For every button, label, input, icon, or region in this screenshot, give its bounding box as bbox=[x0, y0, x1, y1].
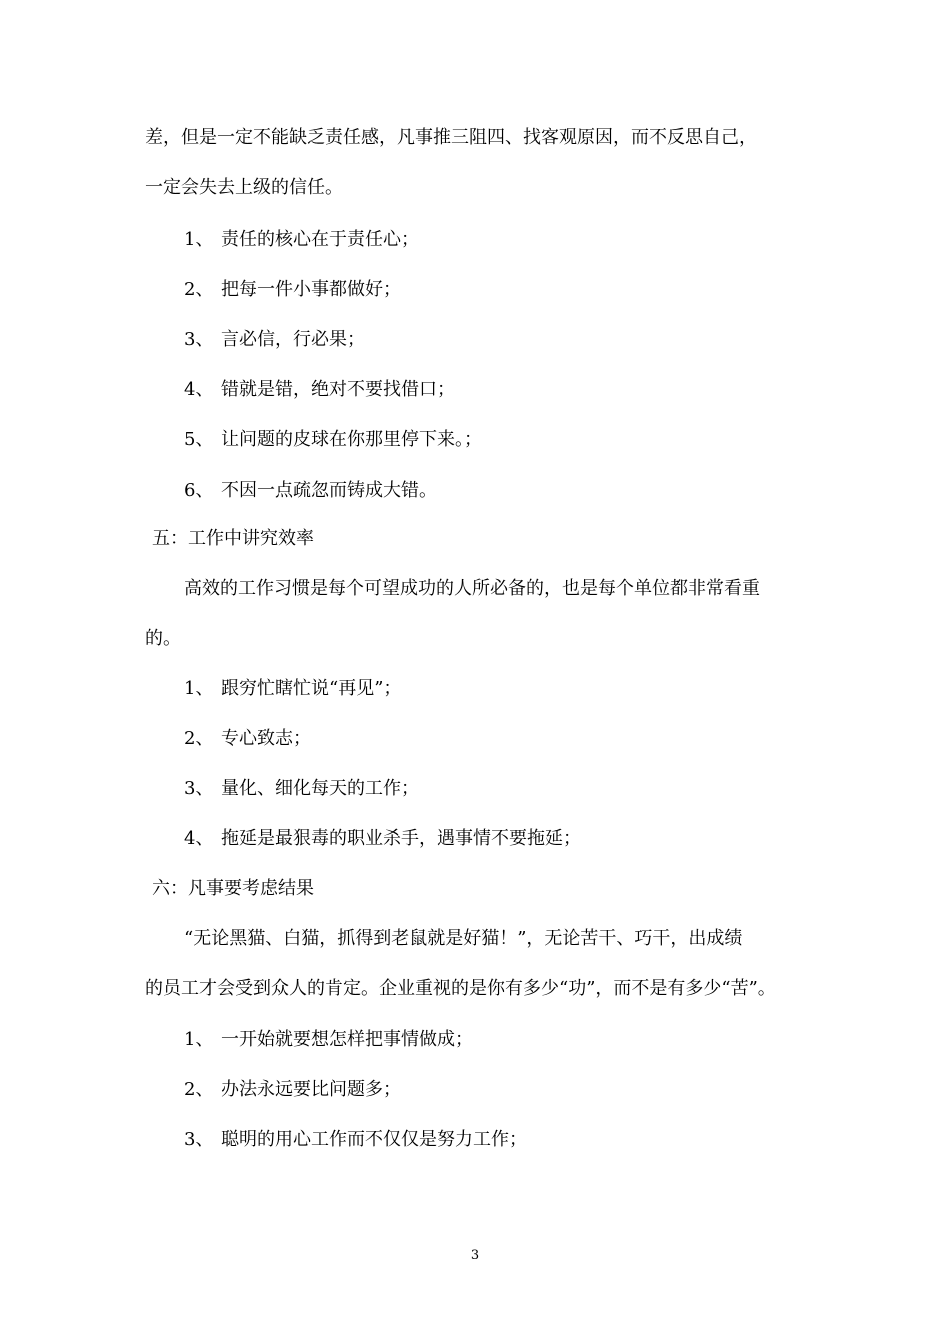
list-item bbox=[184, 228, 419, 252]
list-number: 4、 bbox=[184, 828, 214, 849]
list-text: 拖延是最狠毒的职业杀手，遇事情不要拖延； bbox=[221, 828, 581, 849]
list-text: 把每一件小事都做好； bbox=[221, 279, 401, 300]
list-item bbox=[184, 677, 401, 701]
list-text: 办法永远要比问题多； bbox=[221, 1079, 401, 1100]
section-heading: 五：工作中讲究效率 bbox=[152, 528, 314, 549]
list-number: 6、 bbox=[184, 480, 214, 501]
paragraph-line: “无论黑猫、白猫，抓得到老鼠就是好猫！”，无论苦干、巧干，出成绩 bbox=[184, 928, 743, 949]
list-item bbox=[184, 428, 482, 452]
list-number: 2、 bbox=[184, 279, 214, 300]
list-text: 一开始就要想怎样把事情做成； bbox=[221, 1029, 473, 1050]
list-text: 专心致志； bbox=[221, 728, 311, 749]
list-item bbox=[184, 479, 437, 503]
list-text: 错就是错，绝对不要找借口； bbox=[221, 379, 455, 400]
section-heading: 六：凡事要考虑结果 bbox=[152, 878, 314, 899]
list-text: 量化、细化每天的工作； bbox=[221, 778, 419, 799]
list-item bbox=[184, 1028, 473, 1052]
list-number: 5、 bbox=[184, 429, 214, 450]
list-number: 3、 bbox=[184, 329, 214, 350]
paragraph-line: 的员工才会受到众人的肯定。企业重视的是你有多少“功”，而不是有多少“苦”。 bbox=[145, 978, 776, 999]
paragraph-line: 差，但是一定不能缺乏责任感，凡事推三阻四、找客观原因，而不反思自己， bbox=[145, 127, 757, 148]
list-item bbox=[184, 827, 581, 851]
list-number: 4、 bbox=[184, 379, 214, 400]
list-number: 2、 bbox=[184, 1079, 214, 1100]
list-text: 不因一点疏忽而铸成大错。 bbox=[221, 480, 437, 501]
list-number: 1、 bbox=[184, 229, 214, 250]
paragraph-line: 的。 bbox=[145, 628, 181, 649]
list-item bbox=[184, 727, 311, 751]
paragraph-line: 一定会失去上级的信任。 bbox=[145, 177, 343, 198]
list-item bbox=[184, 777, 419, 801]
list-text: 言必信，行必果； bbox=[221, 329, 365, 350]
page-number: 3 bbox=[470, 1248, 480, 1263]
list-number: 2、 bbox=[184, 728, 214, 749]
list-item bbox=[184, 1128, 527, 1152]
list-item bbox=[184, 1078, 401, 1102]
list-text: 让问题的皮球在你那里停下来。； bbox=[221, 429, 482, 450]
list-item bbox=[184, 278, 401, 302]
list-item bbox=[184, 378, 455, 402]
list-text: 跟穷忙瞎忙说“再见”； bbox=[221, 678, 402, 699]
list-number: 1、 bbox=[184, 678, 214, 699]
list-number: 1、 bbox=[184, 1029, 214, 1050]
list-item bbox=[184, 328, 365, 352]
list-number: 3、 bbox=[184, 1129, 214, 1150]
paragraph-line: 高效的工作习惯是每个可望成功的人所必备的，也是每个单位都非常看重 bbox=[184, 578, 760, 599]
list-text: 聪明的用心工作而不仅仅是努力工作； bbox=[221, 1129, 527, 1150]
list-text: 责任的核心在于责任心； bbox=[221, 229, 419, 250]
list-number: 3、 bbox=[184, 778, 214, 799]
